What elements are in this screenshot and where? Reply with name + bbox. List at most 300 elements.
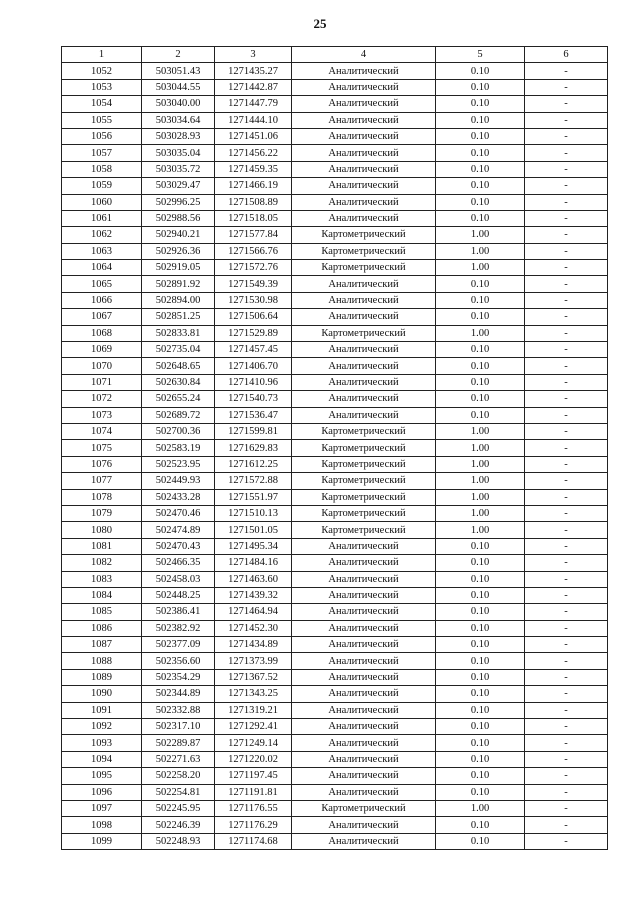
point-number-cell: 1077 — [62, 473, 142, 489]
method-cell: Картометрический — [292, 325, 436, 341]
x-coordinate-cell: 502258.20 — [142, 768, 215, 784]
table-row — [62, 719, 608, 735]
table-row — [62, 161, 608, 177]
accuracy-cell: 1.00 — [436, 456, 525, 472]
table-row — [62, 620, 608, 636]
x-coordinate-cell: 502470.43 — [142, 538, 215, 554]
point-number-cell: 1058 — [62, 161, 142, 177]
y-coordinate-cell: 1271406.70 — [215, 358, 292, 374]
table-row — [62, 587, 608, 603]
table-row — [62, 522, 608, 538]
point-number-cell: 1074 — [62, 423, 142, 439]
note-cell: - — [525, 587, 608, 603]
note-cell: - — [525, 243, 608, 259]
x-coordinate-cell: 502523.95 — [142, 456, 215, 472]
table-row — [62, 178, 608, 194]
point-number-cell: 1094 — [62, 751, 142, 767]
column-header: 2 — [142, 47, 215, 63]
x-coordinate-cell: 502996.25 — [142, 194, 215, 210]
y-coordinate-cell: 1271463.60 — [215, 571, 292, 587]
accuracy-cell: 0.10 — [436, 768, 525, 784]
method-cell: Картометрический — [292, 456, 436, 472]
x-coordinate-cell: 502700.36 — [142, 423, 215, 439]
note-cell: - — [525, 112, 608, 128]
point-number-cell: 1063 — [62, 243, 142, 259]
method-cell: Аналитический — [292, 79, 436, 95]
note-cell: - — [525, 440, 608, 456]
point-number-cell: 1057 — [62, 145, 142, 161]
method-cell: Аналитический — [292, 686, 436, 702]
method-cell: Картометрический — [292, 260, 436, 276]
table-row — [62, 358, 608, 374]
y-coordinate-cell: 1271197.45 — [215, 768, 292, 784]
x-coordinate-cell: 502894.00 — [142, 292, 215, 308]
x-coordinate-cell: 503034.64 — [142, 112, 215, 128]
method-cell: Аналитический — [292, 374, 436, 390]
note-cell: - — [525, 522, 608, 538]
accuracy-cell: 0.10 — [436, 145, 525, 161]
note-cell: - — [525, 833, 608, 849]
accuracy-cell: 1.00 — [436, 489, 525, 505]
note-cell: - — [525, 637, 608, 653]
note-cell: - — [525, 161, 608, 177]
method-cell: Аналитический — [292, 751, 436, 767]
accuracy-cell: 0.10 — [436, 96, 525, 112]
accuracy-cell: 0.10 — [436, 653, 525, 669]
point-number-cell: 1075 — [62, 440, 142, 456]
accuracy-cell: 0.10 — [436, 571, 525, 587]
x-coordinate-cell: 502474.89 — [142, 522, 215, 538]
note-cell: - — [525, 292, 608, 308]
y-coordinate-cell: 1271367.52 — [215, 669, 292, 685]
note-cell: - — [525, 686, 608, 702]
x-coordinate-cell: 502344.89 — [142, 686, 215, 702]
x-coordinate-cell: 503035.72 — [142, 161, 215, 177]
note-cell: - — [525, 817, 608, 833]
method-cell: Аналитический — [292, 784, 436, 800]
point-number-cell: 1084 — [62, 587, 142, 603]
note-cell: - — [525, 374, 608, 390]
x-coordinate-cell: 502332.88 — [142, 702, 215, 718]
y-coordinate-cell: 1271506.64 — [215, 309, 292, 325]
y-coordinate-cell: 1271174.68 — [215, 833, 292, 849]
table-row — [62, 145, 608, 161]
x-coordinate-cell: 502458.03 — [142, 571, 215, 587]
accuracy-cell: 0.10 — [436, 587, 525, 603]
accuracy-cell: 0.10 — [436, 751, 525, 767]
y-coordinate-cell: 1271191.81 — [215, 784, 292, 800]
note-cell: - — [525, 735, 608, 751]
method-cell: Картометрический — [292, 243, 436, 259]
point-number-cell: 1059 — [62, 178, 142, 194]
method-cell: Аналитический — [292, 604, 436, 620]
note-cell: - — [525, 751, 608, 767]
accuracy-cell: 1.00 — [436, 227, 525, 243]
point-number-cell: 1091 — [62, 702, 142, 718]
point-number-cell: 1088 — [62, 653, 142, 669]
method-cell: Аналитический — [292, 145, 436, 161]
y-coordinate-cell: 1271529.89 — [215, 325, 292, 341]
method-cell: Аналитический — [292, 637, 436, 653]
y-coordinate-cell: 1271319.21 — [215, 702, 292, 718]
y-coordinate-cell: 1271457.45 — [215, 342, 292, 358]
x-coordinate-cell: 502735.04 — [142, 342, 215, 358]
table-row — [62, 538, 608, 554]
x-coordinate-cell: 502926.36 — [142, 243, 215, 259]
table-row — [62, 473, 608, 489]
method-cell: Аналитический — [292, 538, 436, 554]
table-row — [62, 817, 608, 833]
y-coordinate-cell: 1271343.25 — [215, 686, 292, 702]
table-row — [62, 555, 608, 571]
table-row — [62, 604, 608, 620]
method-cell: Картометрический — [292, 473, 436, 489]
method-cell: Картометрический — [292, 227, 436, 243]
x-coordinate-cell: 502940.21 — [142, 227, 215, 243]
y-coordinate-cell: 1271373.99 — [215, 653, 292, 669]
point-number-cell: 1062 — [62, 227, 142, 243]
table-row — [62, 505, 608, 521]
accuracy-cell: 0.10 — [436, 79, 525, 95]
accuracy-cell: 1.00 — [436, 243, 525, 259]
point-number-cell: 1066 — [62, 292, 142, 308]
point-number-cell: 1086 — [62, 620, 142, 636]
note-cell: - — [525, 276, 608, 292]
x-coordinate-cell: 502354.29 — [142, 669, 215, 685]
accuracy-cell: 0.10 — [436, 817, 525, 833]
table-row — [62, 784, 608, 800]
note-cell: - — [525, 538, 608, 554]
point-number-cell: 1076 — [62, 456, 142, 472]
note-cell: - — [525, 391, 608, 407]
x-coordinate-cell: 502891.92 — [142, 276, 215, 292]
point-number-cell: 1053 — [62, 79, 142, 95]
point-number-cell: 1098 — [62, 817, 142, 833]
accuracy-cell: 0.10 — [436, 309, 525, 325]
note-cell: - — [525, 473, 608, 489]
accuracy-cell: 1.00 — [436, 260, 525, 276]
y-coordinate-cell: 1271435.27 — [215, 63, 292, 79]
method-cell: Аналитический — [292, 653, 436, 669]
y-coordinate-cell: 1271530.98 — [215, 292, 292, 308]
y-coordinate-cell: 1271577.84 — [215, 227, 292, 243]
point-number-cell: 1071 — [62, 374, 142, 390]
y-coordinate-cell: 1271292.41 — [215, 719, 292, 735]
y-coordinate-cell: 1271176.55 — [215, 800, 292, 816]
method-cell: Аналитический — [292, 407, 436, 423]
note-cell: - — [525, 653, 608, 669]
x-coordinate-cell: 503035.04 — [142, 145, 215, 161]
column-header: 6 — [525, 47, 608, 63]
coordinates-table — [61, 46, 608, 850]
note-cell: - — [525, 505, 608, 521]
x-coordinate-cell: 502386.41 — [142, 604, 215, 620]
table-row — [62, 653, 608, 669]
point-number-cell: 1082 — [62, 555, 142, 571]
table-row — [62, 63, 608, 79]
point-number-cell: 1095 — [62, 768, 142, 784]
point-number-cell: 1072 — [62, 391, 142, 407]
point-number-cell: 1079 — [62, 505, 142, 521]
note-cell: - — [525, 800, 608, 816]
accuracy-cell: 0.10 — [436, 342, 525, 358]
y-coordinate-cell: 1271495.34 — [215, 538, 292, 554]
y-coordinate-cell: 1271456.22 — [215, 145, 292, 161]
note-cell: - — [525, 260, 608, 276]
point-number-cell: 1093 — [62, 735, 142, 751]
method-cell: Аналитический — [292, 571, 436, 587]
accuracy-cell: 0.10 — [436, 637, 525, 653]
table-row — [62, 325, 608, 341]
point-number-cell: 1056 — [62, 128, 142, 144]
table-row — [62, 243, 608, 259]
y-coordinate-cell: 1271549.39 — [215, 276, 292, 292]
point-number-cell: 1081 — [62, 538, 142, 554]
table-row — [62, 768, 608, 784]
table-row — [62, 571, 608, 587]
x-coordinate-cell: 502988.56 — [142, 210, 215, 226]
y-coordinate-cell: 1271572.88 — [215, 473, 292, 489]
accuracy-cell: 1.00 — [436, 325, 525, 341]
x-coordinate-cell: 502449.93 — [142, 473, 215, 489]
y-coordinate-cell: 1271536.47 — [215, 407, 292, 423]
table-row — [62, 669, 608, 685]
accuracy-cell: 0.10 — [436, 391, 525, 407]
table-row — [62, 800, 608, 816]
accuracy-cell: 0.10 — [436, 702, 525, 718]
accuracy-cell: 0.10 — [436, 833, 525, 849]
accuracy-cell: 0.10 — [436, 719, 525, 735]
note-cell: - — [525, 768, 608, 784]
method-cell: Картометрический — [292, 423, 436, 439]
x-coordinate-cell: 502648.65 — [142, 358, 215, 374]
method-cell: Аналитический — [292, 719, 436, 735]
note-cell: - — [525, 669, 608, 685]
method-cell: Аналитический — [292, 587, 436, 603]
method-cell: Картометрический — [292, 522, 436, 538]
y-coordinate-cell: 1271572.76 — [215, 260, 292, 276]
method-cell: Картометрический — [292, 800, 436, 816]
x-coordinate-cell: 502433.28 — [142, 489, 215, 505]
method-cell: Аналитический — [292, 96, 436, 112]
table-row — [62, 407, 608, 423]
method-cell: Аналитический — [292, 735, 436, 751]
note-cell: - — [525, 489, 608, 505]
note-cell: - — [525, 227, 608, 243]
x-coordinate-cell: 502254.81 — [142, 784, 215, 800]
method-cell: Аналитический — [292, 276, 436, 292]
point-number-cell: 1068 — [62, 325, 142, 341]
x-coordinate-cell: 502689.72 — [142, 407, 215, 423]
accuracy-cell: 0.10 — [436, 555, 525, 571]
y-coordinate-cell: 1271501.05 — [215, 522, 292, 538]
table-row — [62, 751, 608, 767]
method-cell: Аналитический — [292, 358, 436, 374]
x-coordinate-cell: 502289.87 — [142, 735, 215, 751]
x-coordinate-cell: 502271.63 — [142, 751, 215, 767]
note-cell: - — [525, 194, 608, 210]
table-row — [62, 391, 608, 407]
y-coordinate-cell: 1271484.16 — [215, 555, 292, 571]
note-cell: - — [525, 325, 608, 341]
column-header: 4 — [292, 47, 436, 63]
method-cell: Картометрический — [292, 489, 436, 505]
table-row — [62, 423, 608, 439]
method-cell: Аналитический — [292, 342, 436, 358]
method-cell: Аналитический — [292, 555, 436, 571]
accuracy-cell: 0.10 — [436, 292, 525, 308]
point-number-cell: 1083 — [62, 571, 142, 587]
x-coordinate-cell: 502246.39 — [142, 817, 215, 833]
y-coordinate-cell: 1271540.73 — [215, 391, 292, 407]
y-coordinate-cell: 1271249.14 — [215, 735, 292, 751]
y-coordinate-cell: 1271442.87 — [215, 79, 292, 95]
y-coordinate-cell: 1271566.76 — [215, 243, 292, 259]
y-coordinate-cell: 1271629.83 — [215, 440, 292, 456]
table-row — [62, 686, 608, 702]
point-number-cell: 1089 — [62, 669, 142, 685]
x-coordinate-cell: 503044.55 — [142, 79, 215, 95]
note-cell: - — [525, 63, 608, 79]
point-number-cell: 1085 — [62, 604, 142, 620]
y-coordinate-cell: 1271447.79 — [215, 96, 292, 112]
accuracy-cell: 0.10 — [436, 374, 525, 390]
accuracy-cell: 0.10 — [436, 128, 525, 144]
note-cell: - — [525, 178, 608, 194]
accuracy-cell: 1.00 — [436, 440, 525, 456]
x-coordinate-cell: 502466.35 — [142, 555, 215, 571]
point-number-cell: 1092 — [62, 719, 142, 735]
point-number-cell: 1097 — [62, 800, 142, 816]
method-cell: Аналитический — [292, 63, 436, 79]
method-cell: Аналитический — [292, 669, 436, 685]
note-cell: - — [525, 79, 608, 95]
note-cell: - — [525, 702, 608, 718]
table-row — [62, 702, 608, 718]
y-coordinate-cell: 1271410.96 — [215, 374, 292, 390]
table-header-row — [62, 47, 608, 63]
table-row — [62, 227, 608, 243]
method-cell: Картометрический — [292, 505, 436, 521]
point-number-cell: 1087 — [62, 637, 142, 653]
column-header: 1 — [62, 47, 142, 63]
accuracy-cell: 0.10 — [436, 63, 525, 79]
point-number-cell: 1055 — [62, 112, 142, 128]
table-row — [62, 456, 608, 472]
table-row — [62, 374, 608, 390]
accuracy-cell: 0.10 — [436, 604, 525, 620]
note-cell: - — [525, 604, 608, 620]
table-row — [62, 637, 608, 653]
point-number-cell: 1078 — [62, 489, 142, 505]
point-number-cell: 1073 — [62, 407, 142, 423]
method-cell: Аналитический — [292, 391, 436, 407]
x-coordinate-cell: 502630.84 — [142, 374, 215, 390]
table-row — [62, 276, 608, 292]
accuracy-cell: 0.10 — [436, 178, 525, 194]
method-cell: Аналитический — [292, 309, 436, 325]
note-cell: - — [525, 358, 608, 374]
table-row — [62, 194, 608, 210]
y-coordinate-cell: 1271551.97 — [215, 489, 292, 505]
accuracy-cell: 0.10 — [436, 669, 525, 685]
note-cell: - — [525, 342, 608, 358]
x-coordinate-cell: 502583.19 — [142, 440, 215, 456]
y-coordinate-cell: 1271510.13 — [215, 505, 292, 521]
accuracy-cell: 0.10 — [436, 358, 525, 374]
method-cell: Картометрический — [292, 440, 436, 456]
y-coordinate-cell: 1271612.25 — [215, 456, 292, 472]
accuracy-cell: 1.00 — [436, 800, 525, 816]
y-coordinate-cell: 1271451.06 — [215, 128, 292, 144]
method-cell: Аналитический — [292, 817, 436, 833]
note-cell: - — [525, 309, 608, 325]
accuracy-cell: 0.10 — [436, 407, 525, 423]
y-coordinate-cell: 1271444.10 — [215, 112, 292, 128]
table-row — [62, 112, 608, 128]
note-cell: - — [525, 96, 608, 112]
accuracy-cell: 0.10 — [436, 194, 525, 210]
x-coordinate-cell: 503051.43 — [142, 63, 215, 79]
point-number-cell: 1090 — [62, 686, 142, 702]
table-row — [62, 128, 608, 144]
note-cell: - — [525, 620, 608, 636]
table-row — [62, 309, 608, 325]
point-number-cell: 1065 — [62, 276, 142, 292]
column-header: 3 — [215, 47, 292, 63]
accuracy-cell: 0.10 — [436, 276, 525, 292]
method-cell: Аналитический — [292, 128, 436, 144]
table-row — [62, 210, 608, 226]
point-number-cell: 1070 — [62, 358, 142, 374]
accuracy-cell: 1.00 — [436, 423, 525, 439]
y-coordinate-cell: 1271464.94 — [215, 604, 292, 620]
point-number-cell: 1064 — [62, 260, 142, 276]
note-cell: - — [525, 555, 608, 571]
x-coordinate-cell: 502356.60 — [142, 653, 215, 669]
accuracy-cell: 0.10 — [436, 538, 525, 554]
note-cell: - — [525, 571, 608, 587]
y-coordinate-cell: 1271466.19 — [215, 178, 292, 194]
y-coordinate-cell: 1271220.02 — [215, 751, 292, 767]
point-number-cell: 1061 — [62, 210, 142, 226]
table-row — [62, 292, 608, 308]
x-coordinate-cell: 502851.25 — [142, 309, 215, 325]
accuracy-cell: 0.10 — [436, 686, 525, 702]
accuracy-cell: 0.10 — [436, 112, 525, 128]
x-coordinate-cell: 502448.25 — [142, 587, 215, 603]
page-number: 25 — [313, 16, 327, 31]
note-cell: - — [525, 719, 608, 735]
y-coordinate-cell: 1271176.29 — [215, 817, 292, 833]
y-coordinate-cell: 1271508.89 — [215, 194, 292, 210]
table-row — [62, 342, 608, 358]
accuracy-cell: 0.10 — [436, 210, 525, 226]
note-cell: - — [525, 128, 608, 144]
method-cell: Аналитический — [292, 210, 436, 226]
x-coordinate-cell: 502470.46 — [142, 505, 215, 521]
accuracy-cell: 0.10 — [436, 735, 525, 751]
table-body — [62, 63, 608, 850]
x-coordinate-cell: 503028.93 — [142, 128, 215, 144]
y-coordinate-cell: 1271452.30 — [215, 620, 292, 636]
point-number-cell: 1060 — [62, 194, 142, 210]
x-coordinate-cell: 502245.95 — [142, 800, 215, 816]
x-coordinate-cell: 502317.10 — [142, 719, 215, 735]
method-cell: Аналитический — [292, 178, 436, 194]
x-coordinate-cell: 503040.00 — [142, 96, 215, 112]
note-cell: - — [525, 423, 608, 439]
